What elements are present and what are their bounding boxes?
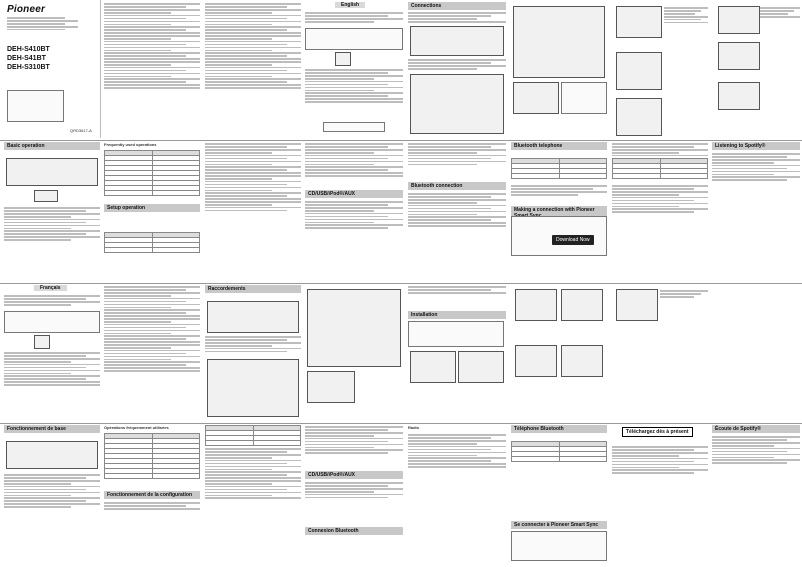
fr-weee-bin-icon — [34, 335, 50, 349]
fr-spotify-heading: Écoute de Spotify® — [712, 425, 800, 433]
english-intro-column — [305, 2, 403, 136]
pioneer-logo: Pioneer — [7, 4, 46, 15]
fr-safety-column — [104, 285, 200, 419]
fr-radio-heading: Radio — [408, 425, 420, 430]
fr-bt-telephone-column — [511, 425, 607, 563]
safety-column — [104, 2, 200, 136]
cover-info-box — [7, 90, 64, 122]
microphone-diagram — [616, 98, 662, 136]
fr-spotify-column — [712, 425, 800, 563]
head-unit-diagram — [6, 158, 98, 186]
fr-installation-column-2 — [511, 285, 607, 419]
front-panel-diagram — [718, 42, 760, 70]
en-frequent-ops — [104, 142, 200, 278]
en-usb-heading: CD/USB/iPod®/AUX — [305, 190, 403, 198]
fr-installation-column-3 — [612, 285, 708, 419]
english-operation-band — [0, 142, 802, 280]
fr-download-badge[interactable]: Téléchargez dès à présent — [622, 427, 693, 437]
fr-setup-table — [205, 425, 301, 446]
fr-amp-diagram — [307, 371, 355, 403]
fr-power-column — [305, 285, 403, 419]
en-bt-telephone-heading: Bluetooth telephone — [511, 142, 607, 150]
fr-installation-box — [408, 321, 504, 347]
fr-bt-connection-heading: Connexion Bluetooth — [305, 527, 403, 535]
en-usb-column — [305, 142, 403, 278]
fr-cd-usb-heading: CD/USB/iPod®/AUX — [305, 471, 403, 479]
din-front-diagram — [616, 52, 662, 90]
english-front-band — [0, 0, 802, 138]
regulatory-column — [205, 2, 301, 136]
en-spotify-column — [712, 142, 800, 278]
din-mount-diagram — [616, 6, 662, 38]
fr-front-panel-diagram — [561, 289, 603, 321]
en-frequent-ops-table — [104, 150, 200, 196]
model-name-1: DEH-S410BT — [7, 46, 50, 53]
installation-column-1 — [612, 2, 708, 136]
fr-wiring-diagram — [207, 359, 299, 417]
cover-panel — [0, 0, 101, 138]
fr-installation-heading: Installation — [408, 311, 506, 319]
fr-warning-box — [4, 311, 100, 333]
fr-smartsync-heading: Se connecter à Pioneer Smart Sync — [511, 521, 607, 529]
fr-intro-column — [4, 285, 100, 419]
installation-box — [561, 82, 607, 114]
fr-usb-column — [305, 425, 403, 563]
fr-microphone-diagram — [515, 345, 557, 377]
weee-bin-icon — [335, 52, 351, 66]
en-bt-telephone-table — [511, 158, 607, 179]
fr-installation-column — [408, 285, 506, 419]
amp-diagram — [513, 82, 559, 114]
fr-power-cord-diagram — [307, 289, 401, 367]
fr-smartsync-box — [511, 531, 607, 561]
fr-head-unit-diagram — [6, 441, 98, 469]
en-bt-ops-table — [612, 158, 708, 179]
doc-code: QRD3617-A — [70, 128, 92, 133]
en-setup-heading: Setup operation — [104, 204, 200, 212]
en-smartsync-heading: Making a connection with Pioneer — [511, 206, 607, 220]
steering-diagram — [718, 82, 760, 110]
fr-din-mount-diagram — [410, 351, 456, 383]
fr-connections-column — [205, 285, 301, 419]
connections-column — [408, 2, 506, 136]
english-language-tab: English — [335, 2, 365, 8]
fr-remove-unit-diagram — [515, 289, 557, 321]
fr-basic-operation-heading: Fonctionnement de base — [4, 425, 100, 433]
fr-bt-ops-column — [612, 425, 708, 563]
important-box — [323, 122, 385, 132]
fr-radio-column — [205, 425, 301, 563]
connections-heading: Connections — [408, 2, 506, 10]
warning-box — [305, 28, 403, 50]
fr-bt-telephone-table — [511, 441, 607, 462]
remote-diagram — [34, 190, 58, 202]
fr-bracket-diagram — [616, 289, 658, 321]
fr-connections-heading: Raccordements — [205, 285, 301, 293]
french-operation-band — [0, 425, 802, 565]
en-smartsync-box — [511, 216, 607, 256]
french-language-tab: Français — [34, 285, 67, 291]
remove-unit-diagram — [718, 6, 760, 34]
model-name-2: DEH-S41BT — [7, 55, 46, 62]
en-spotify-heading: Listening to Spotify® — [712, 142, 800, 150]
model-name-3: DEH-S310BT — [7, 64, 50, 71]
en-radio-column — [205, 142, 301, 278]
en-bt-telephone-column — [511, 142, 607, 278]
fr-connection-diagram — [207, 301, 299, 333]
fr-frequent-ops-table — [104, 433, 200, 479]
fr-setup-heading: Fonctionnement de la configuration — [104, 491, 200, 499]
en-setup-table — [104, 232, 200, 253]
fr-radio-ops-column — [408, 425, 506, 563]
en-basic-operation-heading: Basic operation — [4, 142, 100, 150]
en-bt-connection-column — [408, 142, 506, 278]
en-bt-ops-column — [612, 142, 708, 278]
connection-diagram — [410, 26, 504, 56]
en-download-now-button[interactable]: Download Now — [552, 235, 594, 245]
en-frequent-ops-title: Frequently used operations — [104, 142, 157, 147]
fr-steering-diagram — [561, 345, 603, 377]
fr-frequent-ops — [104, 425, 200, 563]
en-basic-operation — [4, 142, 100, 278]
power-cord-column — [511, 2, 607, 136]
fr-basic-operation — [4, 425, 100, 563]
installation-column-2 — [712, 2, 800, 136]
wiring-diagram — [410, 74, 504, 134]
fr-frequent-ops-title: Opérations fréquemment utilisées — [104, 425, 169, 430]
fr-din-front-diagram — [458, 351, 504, 383]
en-bt-connection-heading: Bluetooth connection — [408, 182, 506, 190]
power-cord-diagram — [513, 6, 605, 78]
french-front-band — [0, 285, 802, 421]
fr-bt-telephone-heading: Téléphone Bluetooth — [511, 425, 607, 433]
